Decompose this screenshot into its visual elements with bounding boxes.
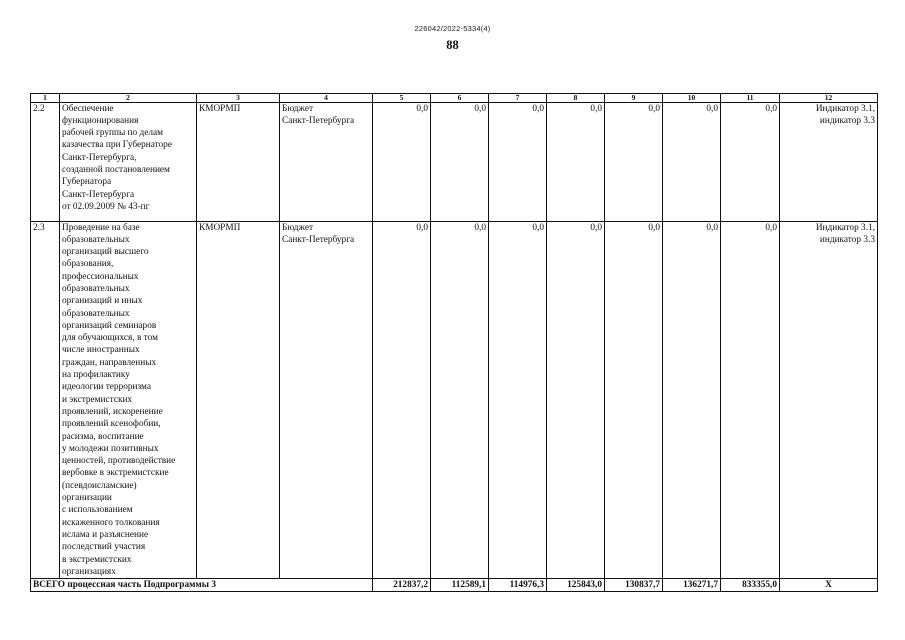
activity-name-line: ислама и разъяснение <box>62 529 149 540</box>
activity-name-line: вербовке в экстремистские <box>62 468 169 479</box>
amount-cell: 0,0 <box>721 221 780 579</box>
total-amount: 833355,0 <box>721 579 780 592</box>
executor-cell: КМОРМП <box>197 221 280 579</box>
table-row <box>31 221 878 579</box>
activity-name-line: искаженного толкования <box>62 517 160 528</box>
column-number: 2 <box>60 94 197 103</box>
funding-source-line: Бюджет <box>282 222 314 233</box>
activity-name-line: организации <box>62 493 112 504</box>
column-number: 7 <box>489 94 547 103</box>
column-number: 9 <box>605 94 663 103</box>
activity-name-line: организаций и иных <box>62 296 143 307</box>
activity-name-line: проявлений ксенофобии, <box>62 419 161 430</box>
page-number: 88 <box>446 38 459 52</box>
amount-cell: 0,0 <box>431 221 489 579</box>
activity-name-line: граждан, направленных <box>62 357 157 368</box>
total-amount: 125843,0 <box>547 579 605 592</box>
total-amount: 136271,7 <box>663 579 721 592</box>
table-row <box>31 102 878 221</box>
document-registration-number: 226042/2022-5334(4) <box>414 24 491 33</box>
activity-name-line: организаций высшего <box>62 247 149 258</box>
activity-name-line: Санкт-Петербурга, <box>62 152 137 163</box>
indicator-line: индикатор 3.3 <box>819 115 875 126</box>
activity-name-line: организациях <box>62 566 116 577</box>
total-amount: 130837,7 <box>605 579 663 592</box>
activity-name-line: созданной постановлением <box>62 164 170 175</box>
indicator-cell <box>780 102 878 221</box>
activity-name-line: проявлений, искоренение <box>62 406 163 417</box>
funding-source-line: Санкт-Петербурга <box>282 115 355 126</box>
activity-name-line: у молодежи позитивных <box>62 443 159 454</box>
activity-name-line: образовательных <box>62 234 130 245</box>
amount-cell: 0,0 <box>373 102 431 221</box>
activity-name-line: с использованием <box>62 505 133 516</box>
column-number: 11 <box>721 94 780 103</box>
activity-name-line: от 02.09.2009 № 43-пг <box>62 201 150 212</box>
amount-cell: 0,0 <box>547 221 605 579</box>
activity-name-line: идеологии терроризма <box>62 382 151 393</box>
column-number: 12 <box>780 94 878 103</box>
total-amount: 114976,3 <box>489 579 547 592</box>
funding-source-line: Санкт-Петербурга <box>282 234 355 245</box>
funding-source-cell <box>280 102 373 221</box>
amount-cell: 0,0 <box>489 102 547 221</box>
amount-cell: 0,0 <box>489 221 547 579</box>
total-row <box>31 579 878 592</box>
row-number: 2.3 <box>31 221 60 579</box>
total-amount: 112589,1 <box>431 579 489 592</box>
amount-cell: 0,0 <box>663 221 721 579</box>
column-number: 5 <box>373 94 431 103</box>
activity-name-line: и экстремистских <box>62 394 133 405</box>
amount-cell: 0,0 <box>663 102 721 221</box>
activity-name-line: образовательных <box>62 283 130 294</box>
activity-name-cell <box>60 102 197 221</box>
column-number: 4 <box>280 94 373 103</box>
activity-name-line: (псевдоисламские) <box>62 480 137 491</box>
activity-name-line: функционирования <box>62 115 139 126</box>
total-label: ВСЕГО процессная часть Подпрограммы 3 <box>31 579 373 592</box>
executor-cell: КМОРМП <box>197 102 280 221</box>
activity-name-line: Губернатора <box>62 177 112 188</box>
amount-cell: 0,0 <box>431 102 489 221</box>
activity-name-line: Проведение на базе <box>62 222 140 233</box>
activity-name-line: казачества при Губернаторе <box>62 140 172 151</box>
column-number: 1 <box>31 94 60 103</box>
activity-name-line: Санкт-Петербурга <box>62 189 135 200</box>
column-number-header-row <box>31 94 878 103</box>
amount-cell: 0,0 <box>605 102 663 221</box>
budget-table <box>30 93 878 592</box>
amount-cell: 0,0 <box>605 221 663 579</box>
activity-name-line: для обучающихся, в том <box>62 333 158 344</box>
activity-name-line: рабочей группы по делам <box>62 128 163 139</box>
column-number: 3 <box>197 94 280 103</box>
indicator-cell <box>780 221 878 579</box>
activity-name-line: в экстремистских <box>62 554 132 565</box>
column-number: 8 <box>547 94 605 103</box>
amount-cell: 0,0 <box>721 102 780 221</box>
amount-cell: 0,0 <box>373 221 431 579</box>
indicator-line: Индикатор 3.1, <box>815 222 875 233</box>
activity-name-line: профессиональных <box>62 271 139 282</box>
activity-name-line: Обеспечение <box>62 103 114 114</box>
indicator-line: индикатор 3.3 <box>819 234 875 245</box>
activity-name-cell <box>60 221 197 579</box>
total-amount: 212837,2 <box>373 579 431 592</box>
indicator-line: Индикатор 3.1, <box>815 103 875 114</box>
activity-name-line: числе иностранных <box>62 345 140 356</box>
activity-name-line: организаций семинаров <box>62 320 157 331</box>
activity-name-line: образования, <box>62 259 114 270</box>
column-number: 6 <box>431 94 489 103</box>
activity-name-line: образовательных <box>62 308 130 319</box>
activity-name-line: ценностей, противодействие <box>62 456 176 467</box>
amount-cell: 0,0 <box>547 102 605 221</box>
activity-name-line: расизма, воспитание <box>62 431 144 442</box>
row-number: 2.2 <box>31 102 60 221</box>
activity-name-line: на профилактику <box>62 370 130 381</box>
funding-source-cell <box>280 221 373 579</box>
column-number: 10 <box>663 94 721 103</box>
funding-source-line: Бюджет <box>282 103 314 114</box>
total-indicator: X <box>780 579 878 592</box>
activity-name-line: последствий участия <box>62 542 146 553</box>
